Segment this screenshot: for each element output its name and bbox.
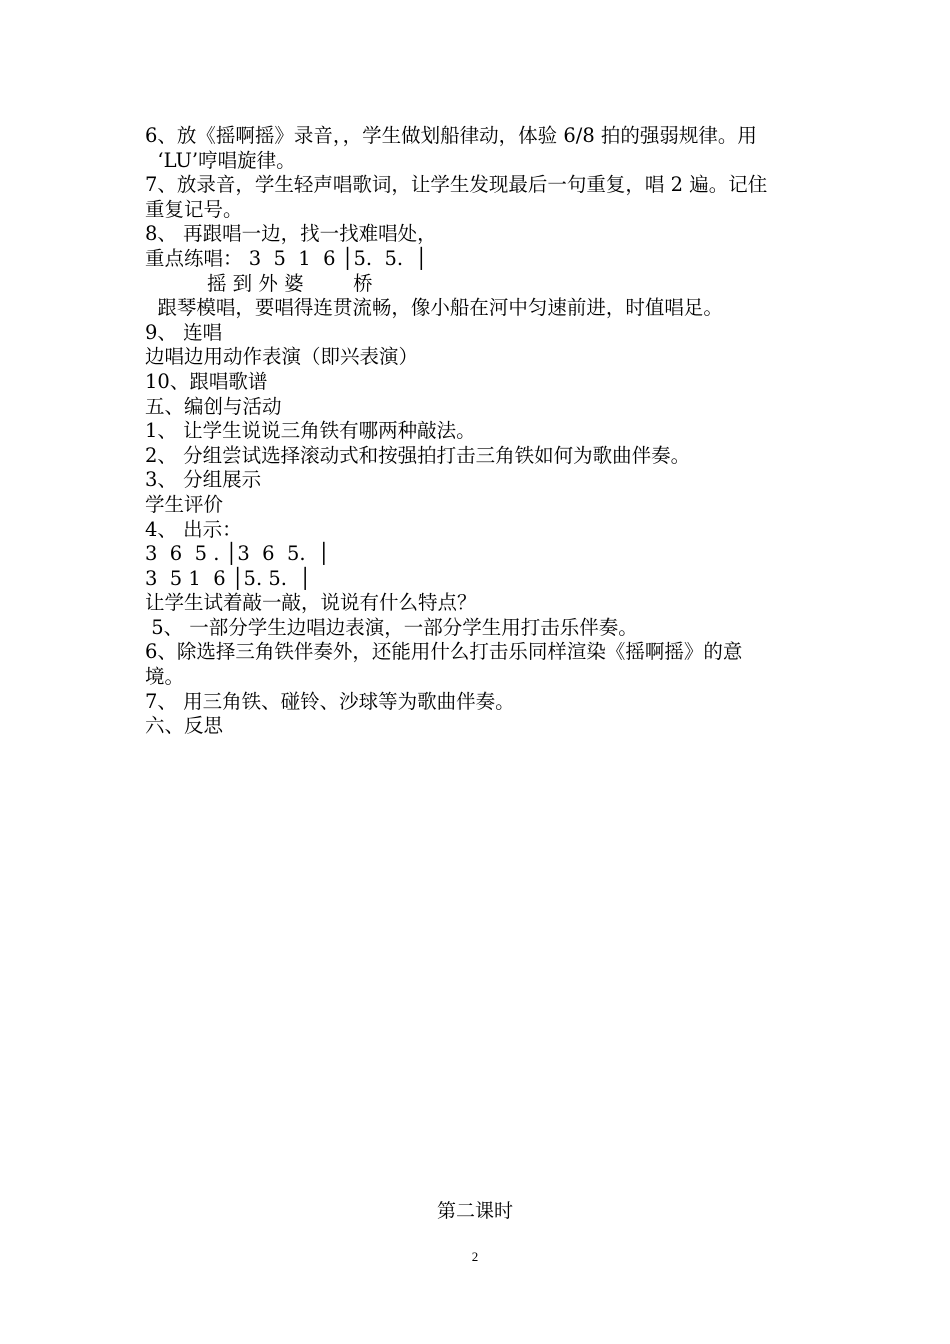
section-heading: 六、反思 xyxy=(145,714,224,738)
page-number: 2 xyxy=(471,1249,479,1264)
text-line: 6、放《摇啊摇》录音，，学生做划船律动，体验 6/8 拍的强弱规律。用 xyxy=(145,124,757,147)
text-line: ‘LU’哼唱旋律。 xyxy=(145,148,296,172)
text-line: 跟琴模唱，要唱得连贯流畅，像小船在河中匀速前进，时值唱足。 xyxy=(145,296,723,320)
text-line: 境。 xyxy=(145,665,185,689)
text-line: 10、跟唱歌谱 xyxy=(145,369,268,393)
text-line: 4、 出示： xyxy=(145,517,242,541)
document-body xyxy=(145,124,815,739)
text-line: 7、放录音，学生轻声唱歌词，让学生发现最后一句重复，唱 2 遍。记住 xyxy=(145,173,768,197)
lyrics-line: 摇 到 外 婆 桥 xyxy=(145,271,373,295)
notation-line: 重点练唱： 3 5 1 6 │5. 5. │ xyxy=(145,246,428,270)
notation-line: 3 6 5 . │3 6 5. │ xyxy=(145,542,330,566)
text-line: 6、除选择三角铁伴奏外，还能用什么打击乐同样渲染《摇啊摇》的意 xyxy=(145,640,743,664)
text-line: 8、 再跟唱一边，找一找难唱处， xyxy=(145,222,437,246)
text-line: 7、 用三角铁、碰铃、沙球等为歌曲伴奏。 xyxy=(145,689,515,713)
next-lesson-title: 第二课时 xyxy=(436,1200,513,1222)
section-heading: 五、编创与活动 xyxy=(145,394,282,418)
notation-line: 3 5 1 6 │5. 5. │ xyxy=(145,566,312,590)
text-line: 9、 连唱 xyxy=(145,320,223,344)
text-line: 1、 让学生说说三角铁有哪两种敲法。 xyxy=(145,419,476,443)
text-line: 5、 一部分学生边唱边表演，一部分学生用打击乐伴奏。 xyxy=(145,615,638,639)
text-line: 学生评价 xyxy=(145,492,224,516)
text-line: 边唱边用动作表演（即兴表演） xyxy=(145,345,419,369)
text-line: 让学生试着敲一敲，说说有什么特点？ xyxy=(145,591,477,615)
text-line: 3、 分组展示 xyxy=(145,468,262,492)
text-line: 2、 分组尝试选择滚动式和按强拍打击三角铁如何为歌曲伴奏。 xyxy=(145,443,691,467)
text-line: 重复记号。 xyxy=(145,197,243,221)
